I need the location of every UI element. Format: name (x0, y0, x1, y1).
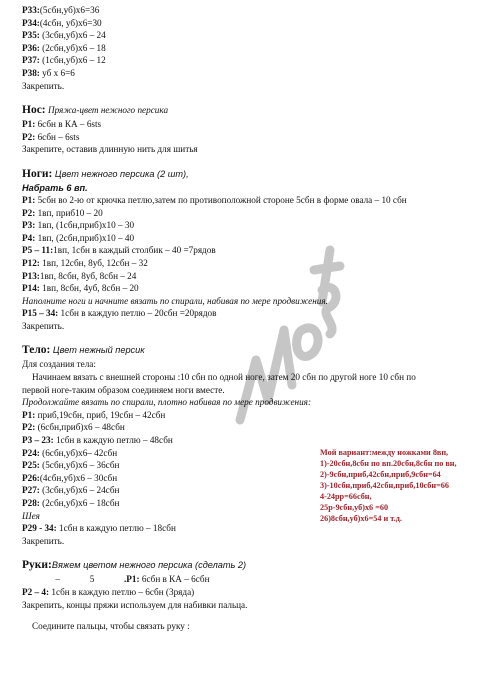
round-row (22, 219, 490, 232)
round-text: (4сбн, уб)х6=30 (39, 17, 102, 28)
round-row (22, 131, 490, 144)
round-label: Р37: (22, 55, 40, 66)
round-label: Р2: (22, 422, 36, 433)
round-row (22, 282, 490, 295)
legs-instruction: Наполните ноги и начните вязать по спирали, набивая по мере продвижения. (22, 295, 328, 306)
alt-note-line: 4-24рр=66сбн, (320, 492, 372, 501)
round-label: Р1: (22, 119, 36, 130)
round-label: Р38: (22, 67, 40, 78)
nose-close: Закрепите, оставив длинную нить для шитья (22, 144, 198, 155)
nose-subtitle: Пряжа-цвет нежного персика (45, 105, 169, 116)
neck-row: Р29 - 34: 1сбн в каждую петлю – 18сбн (22, 523, 176, 534)
alt-note-line: 2)-9сбн,приб,42сбн,приб,9сбн=64 (320, 470, 441, 479)
round-label: Р28: (22, 498, 40, 508)
round-row (22, 270, 490, 283)
nose-title: Нос: (22, 104, 46, 117)
nose-rounds (22, 118, 490, 143)
round-label: Р5 – 11: (22, 245, 54, 256)
round-text: (4сбн,уб)х6 – 30сбн (39, 472, 118, 483)
round-text: (5сбн,уб)х6 – 36сбн (39, 460, 120, 471)
body-title: Тело: (22, 344, 51, 357)
round-label: Р26: (22, 472, 40, 483)
round-row (22, 17, 490, 30)
round-row (22, 257, 490, 270)
arms-p1-text: 6сбн в КА – 6сбн (139, 574, 210, 585)
legs-close: Закрепить. (22, 320, 65, 331)
round-text: 1вп, (1сбн,приб)х10 – 30 (35, 220, 135, 231)
round-text: (5сбн,уб)х6=36 (39, 5, 100, 15)
arms-row-1 (22, 573, 490, 586)
round-row (22, 67, 490, 80)
arms-dash: – (55, 574, 60, 585)
round-text: 1вп, 8сбн, 4уб, 8сбн – 20 (39, 283, 139, 294)
round-label: Р3 – 23: (22, 435, 54, 446)
arms-title: Руки: (22, 559, 52, 572)
round-row (22, 232, 490, 245)
fasten-off-1: Закрепить. (22, 80, 65, 91)
round-text: 1вп, 12сбн, 8уб, 12сбн – 32 (39, 257, 148, 268)
round-text: 1сбн в каждую петлю – 48сбн (53, 435, 173, 446)
round-label: Р3: (22, 220, 36, 231)
round-label: Р25: (22, 460, 40, 471)
round-label: Р24: (22, 447, 40, 458)
legs-subtitle: Цвет нежного персика (2 шт), (52, 168, 189, 179)
arms-connect: Соедините пальцы, чтобы связать руку : (32, 621, 190, 632)
round-row (22, 409, 490, 422)
round-text: 1вп, (2сбн,приб)х10 – 40 (35, 232, 135, 243)
round-label: Р33: (22, 5, 40, 15)
arms-p1-label: .Р1: (124, 574, 140, 585)
arms-five: 5 (89, 574, 95, 585)
round-label: Р27: (22, 485, 40, 496)
round-label: Р34: (22, 17, 40, 28)
legs-title: Ноги: (22, 167, 53, 180)
round-row (22, 4, 490, 17)
round-text: 6сбн в КА – 6sts (35, 119, 102, 130)
round-text: 6сбн – 6sts (35, 131, 80, 142)
round-row (22, 194, 490, 207)
round-label: Р2: (22, 207, 36, 218)
body-intro: Для создания тела: (22, 359, 96, 370)
legs-note: Набрать 6 вп. (22, 182, 88, 193)
round-text: 1вп, 8сбн, 8уб, 8сбн – 24 (39, 270, 137, 281)
round-text: (3сбн,уб)х6 – 24 (39, 30, 106, 41)
round-row (22, 207, 490, 220)
round-row (22, 118, 490, 131)
round-text: уб х 6=6 (39, 67, 75, 78)
round-text: (2сбн,уб)х6 – 18 (39, 42, 106, 53)
body-instruction: Продолжайте вязать по спирали, плотно набивая по мере продвижения: (22, 397, 312, 408)
round-label: Р2: (22, 131, 36, 142)
round-label: Р35: (22, 30, 40, 41)
arms-subtitle: Вяжем цветом нежного персика (сделать 2) (51, 560, 247, 571)
round-text: (2сбн,уб)х6 – 18сбн (39, 498, 120, 508)
round-text: 1вп, 1сбн в каждый столбик – 40 =7рядов (53, 245, 216, 256)
document (22, 4, 490, 633)
alt-note-line: 1)-20сбн,8сбн по вп.20сбн,8сбн по вн, (320, 459, 457, 468)
round-row (22, 29, 490, 42)
round-row (22, 244, 490, 257)
alt-note-line: 25р-9сбн,уб)х6 =60 (320, 503, 389, 512)
alt-note-line: Мой вариант:между ножками 8вп, (320, 448, 449, 457)
legs-rounds (22, 194, 490, 295)
round-label: Р1: (22, 194, 36, 205)
alt-note-line: 3)-10сбн,приб,42сбн,приб,10сбн=66 (320, 481, 449, 490)
rounds-top-list (22, 4, 490, 80)
round-text: 1вп, приб10 – 20 (35, 207, 103, 218)
round-text: (6сбн,приб)х6 – 48сбн (35, 422, 125, 433)
alt-note-line: 26)8сбн,уб)х6=54 и т.д. (320, 514, 402, 523)
round-text: приб,19сбн, приб, 19сбн – 42сбн (35, 409, 166, 420)
round-label: Р14: (22, 283, 40, 294)
nose-heading (22, 103, 490, 118)
alt-variant-note (320, 447, 457, 524)
round-text: (3сбн,уб)х6 – 24сбн (39, 485, 120, 496)
neck-label: Шея (22, 510, 40, 521)
round-label: Р13: (22, 270, 40, 281)
arms-row-2: Р2 – 4: 1сбн в каждую петлю – 6сбн (3ряда) (22, 586, 195, 597)
round-label: Р1: (22, 409, 36, 420)
round-row (22, 54, 490, 67)
legs-heading (22, 167, 490, 182)
round-label: Р12: (22, 257, 40, 268)
arms-heading (22, 558, 490, 573)
body-para-1: Начинаем вязать с внешней стороны :10 сбн по одной ноге, затем 20 сбн по другой ноге 10 сбн по (32, 372, 416, 383)
legs-spiral-row: Р15 – 34: 1сбн в каждую петлю – 20сбн =20рядов (22, 308, 217, 319)
arms-close: Закрепить, концы пряжи используем для набивки пальца. (22, 599, 248, 610)
round-row (22, 434, 490, 447)
body-close: Закрепить. (22, 535, 65, 546)
round-row (22, 42, 490, 55)
round-text: (6сбн,уб)х6– 42сбн (39, 447, 118, 458)
round-text: 5сбн во 2-ю от крючка петлю,затем по противоположной стороне 5сбн в форме овала – 10 сбн (35, 194, 407, 205)
round-label: Р36: (22, 42, 40, 53)
round-text: (1сбн,уб)х6 – 12 (39, 55, 106, 66)
round-label: Р4: (22, 232, 36, 243)
body-heading (22, 343, 490, 358)
body-subtitle: Цвет нежный персик (50, 345, 145, 356)
round-row (22, 421, 490, 434)
body-para-2: первой ноге-таким образом соединяем ноги вместе. (22, 384, 225, 395)
